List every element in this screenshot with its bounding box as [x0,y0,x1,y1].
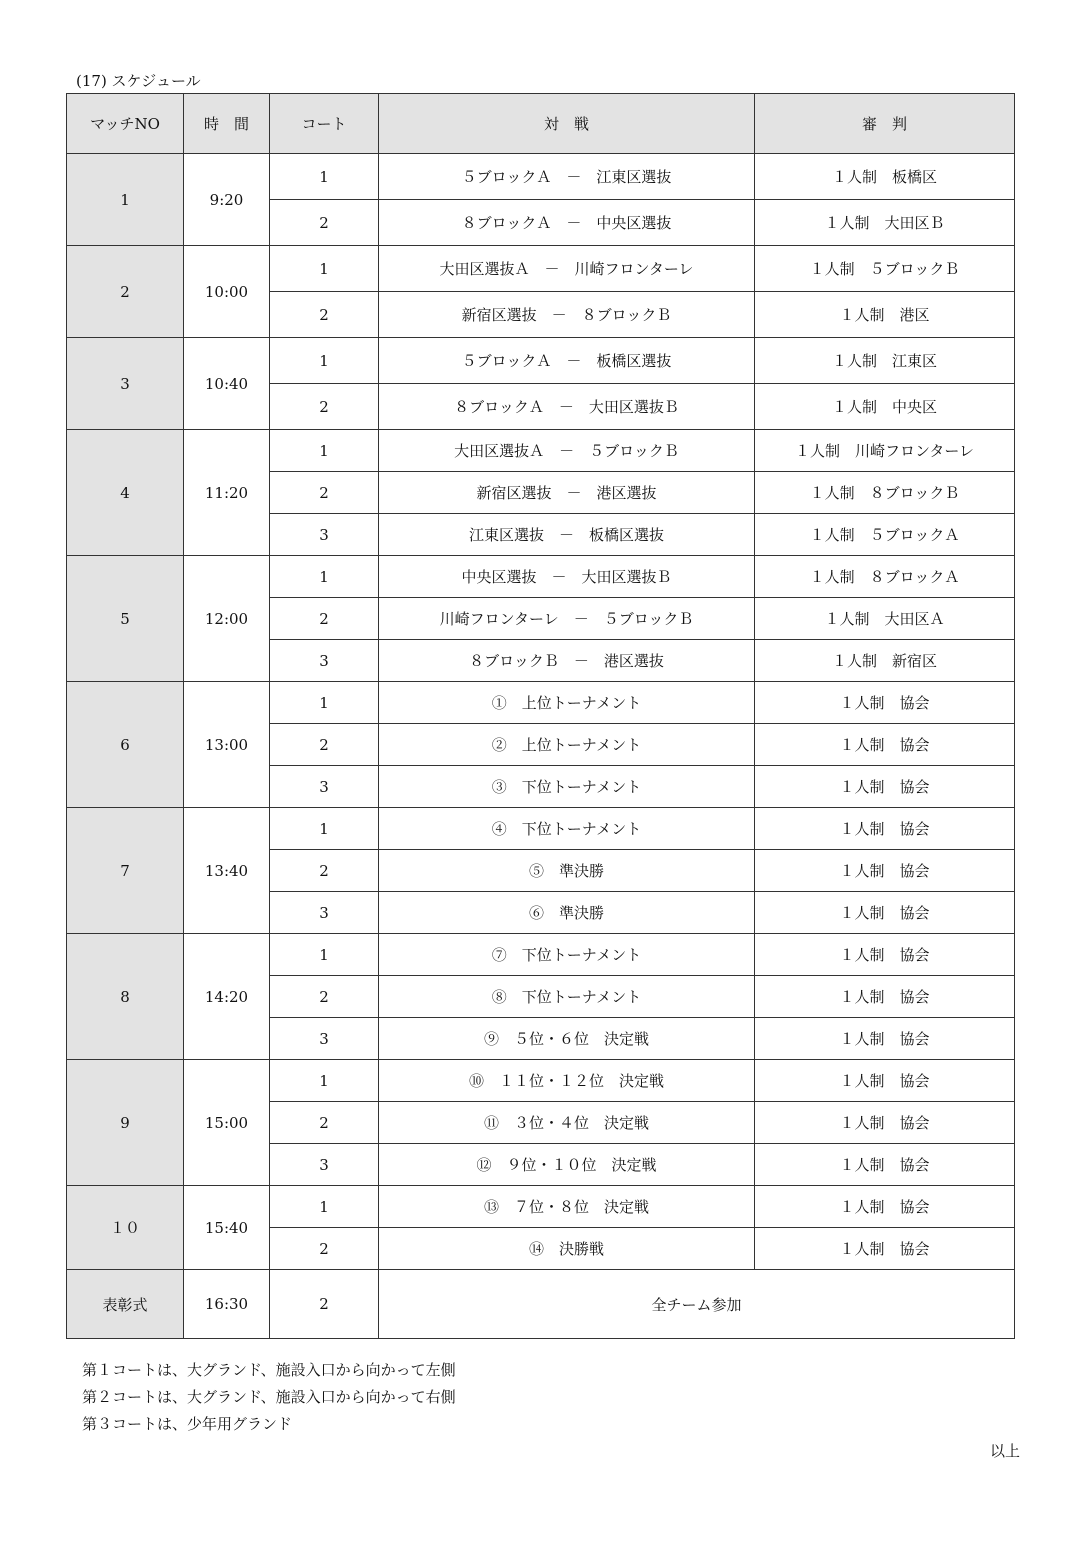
table-header-row [67,94,1015,154]
table-row [67,430,1015,472]
table-row [67,934,1015,976]
match-time: 13:00 [184,682,270,808]
referee-cell: １人制 新宿区 [755,640,1015,682]
court-number: 1 [270,430,379,472]
match-number: 5 [67,556,184,682]
court-number: 2 [270,292,379,338]
table-row [67,808,1015,850]
game-cell: ⑥ 準決勝 [379,892,755,934]
game-cell: 新宿区選抜 － 港区選抜 [379,472,755,514]
match-time: 16:30 [184,1270,270,1339]
award-ceremony-row [67,1270,1015,1339]
court-number: 1 [270,556,379,598]
table-row [67,154,1015,200]
referee-cell: １人制 ８ブロックＢ [755,472,1015,514]
note-line: 第２コートは、大グランド、施設入口から向かって右側 [82,1388,456,1406]
game-cell: 江東区選抜 － 板橋区選抜 [379,514,755,556]
court-number: 3 [270,1144,379,1186]
game-cell: ⑬ ７位・８位 決定戦 [379,1186,755,1228]
referee-cell: １人制 協会 [755,1102,1015,1144]
game-cell: 大田区選抜Ａ － ５ブロックＢ [379,430,755,472]
court-number: 3 [270,1018,379,1060]
column-header-court: コート [270,94,379,154]
match-number: 9 [67,1060,184,1186]
referee-cell: １人制 協会 [755,1060,1015,1102]
column-header-time: 時 間 [184,94,270,154]
court-number: 1 [270,808,379,850]
match-time: 12:00 [184,556,270,682]
match-time: 15:00 [184,1060,270,1186]
award-note: 全チーム参加 [379,1270,1015,1339]
match-number: 7 [67,808,184,934]
court-number: 3 [270,892,379,934]
referee-cell: １人制 協会 [755,766,1015,808]
referee-cell: １人制 協会 [755,682,1015,724]
match-number: 6 [67,682,184,808]
match-number: 8 [67,934,184,1060]
court-number: 1 [270,246,379,292]
game-cell: ② 上位トーナメント [379,724,755,766]
table-row [67,1186,1015,1228]
match-number: 1 [67,154,184,246]
column-header-game: 対 戦 [379,94,755,154]
court-number: 2 [270,200,379,246]
match-time: 15:40 [184,1186,270,1270]
match-time: 10:00 [184,246,270,338]
match-number: 表彰式 [67,1270,184,1339]
column-header-match: マッチNO [67,94,184,154]
referee-cell: １人制 協会 [755,892,1015,934]
referee-cell: １人制 協会 [755,1018,1015,1060]
referee-cell: １人制 中央区 [755,384,1015,430]
table-row [67,246,1015,292]
note-line: 第１コートは、大グランド、施設入口から向かって左側 [82,1361,456,1379]
match-number: 3 [67,338,184,430]
game-cell: 大田区選抜Ａ － 川崎フロンターレ [379,246,755,292]
court-number: 1 [270,1186,379,1228]
match-time: 14:20 [184,934,270,1060]
match-number: 4 [67,430,184,556]
court-number: 2 [270,1228,379,1270]
game-cell: ⑦ 下位トーナメント [379,934,755,976]
match-time: 11:20 [184,430,270,556]
note-line: 第３コートは、少年用グランド [82,1415,293,1433]
game-cell: ⑭ 決勝戦 [379,1228,755,1270]
game-cell: ８ブロックＡ － 大田区選抜Ｂ [379,384,755,430]
referee-cell: １人制 協会 [755,1186,1015,1228]
game-cell: 中央区選抜 － 大田区選抜Ｂ [379,556,755,598]
referee-cell: １人制 ５ブロックＢ [755,246,1015,292]
section-heading: (17) スケジュール [76,72,201,90]
game-cell: ⑫ ９位・１０位 決定戦 [379,1144,755,1186]
referee-cell: １人制 川崎フロンターレ [755,430,1015,472]
match-number: 2 [67,246,184,338]
game-cell: ⑪ ３位・４位 決定戦 [379,1102,755,1144]
court-number: 3 [270,640,379,682]
game-cell: 川崎フロンターレ － ５ブロックＢ [379,598,755,640]
referee-cell: １人制 協会 [755,934,1015,976]
match-number: １０ [67,1186,184,1270]
court-number: 2 [270,384,379,430]
court-number: 1 [270,154,379,200]
court-number: 2 [270,598,379,640]
referee-cell: １人制 協会 [755,1144,1015,1186]
court-number: 2 [270,850,379,892]
game-cell: ８ブロックＢ － 港区選抜 [379,640,755,682]
referee-cell: １人制 港区 [755,292,1015,338]
column-header-referee: 審 判 [755,94,1015,154]
match-time: 10:40 [184,338,270,430]
game-cell: ５ブロックＡ － 江東区選抜 [379,154,755,200]
court-number: 2 [270,724,379,766]
match-time: 13:40 [184,808,270,934]
referee-cell: １人制 ５ブロックＡ [755,514,1015,556]
referee-cell: １人制 大田区Ｂ [755,200,1015,246]
match-time: 9:20 [184,154,270,246]
game-cell: ５ブロックＡ － 板橋区選抜 [379,338,755,384]
court-number: 1 [270,934,379,976]
game-cell: ⑤ 準決勝 [379,850,755,892]
schedule-table [66,93,1015,1339]
game-cell: ⑩ １１位・１２位 決定戦 [379,1060,755,1102]
game-cell: ⑧ 下位トーナメント [379,976,755,1018]
table-row [67,556,1015,598]
table-row [67,682,1015,724]
game-cell: 新宿区選抜 － ８ブロックＢ [379,292,755,338]
referee-cell: １人制 協会 [755,850,1015,892]
court-number: 2 [270,472,379,514]
referee-cell: １人制 板橋区 [755,154,1015,200]
court-number: 2 [270,1270,379,1339]
game-cell: ８ブロックＡ － 中央区選抜 [379,200,755,246]
referee-cell: １人制 江東区 [755,338,1015,384]
court-number: 2 [270,1102,379,1144]
court-notes [82,1357,456,1438]
court-number: 2 [270,976,379,1018]
court-number: 3 [270,514,379,556]
court-number: 1 [270,1060,379,1102]
table-row [67,1060,1015,1102]
end-mark: 以上 [990,1442,1021,1460]
referee-cell: １人制 協会 [755,724,1015,766]
game-cell: ④ 下位トーナメント [379,808,755,850]
court-number: 1 [270,338,379,384]
game-cell: ① 上位トーナメント [379,682,755,724]
game-cell: ⑨ ５位・６位 決定戦 [379,1018,755,1060]
referee-cell: １人制 協会 [755,1228,1015,1270]
referee-cell: １人制 協会 [755,808,1015,850]
game-cell: ③ 下位トーナメント [379,766,755,808]
court-number: 3 [270,766,379,808]
table-row [67,338,1015,384]
referee-cell: １人制 ８ブロックＡ [755,556,1015,598]
referee-cell: １人制 協会 [755,976,1015,1018]
referee-cell: １人制 大田区Ａ [755,598,1015,640]
court-number: 1 [270,682,379,724]
